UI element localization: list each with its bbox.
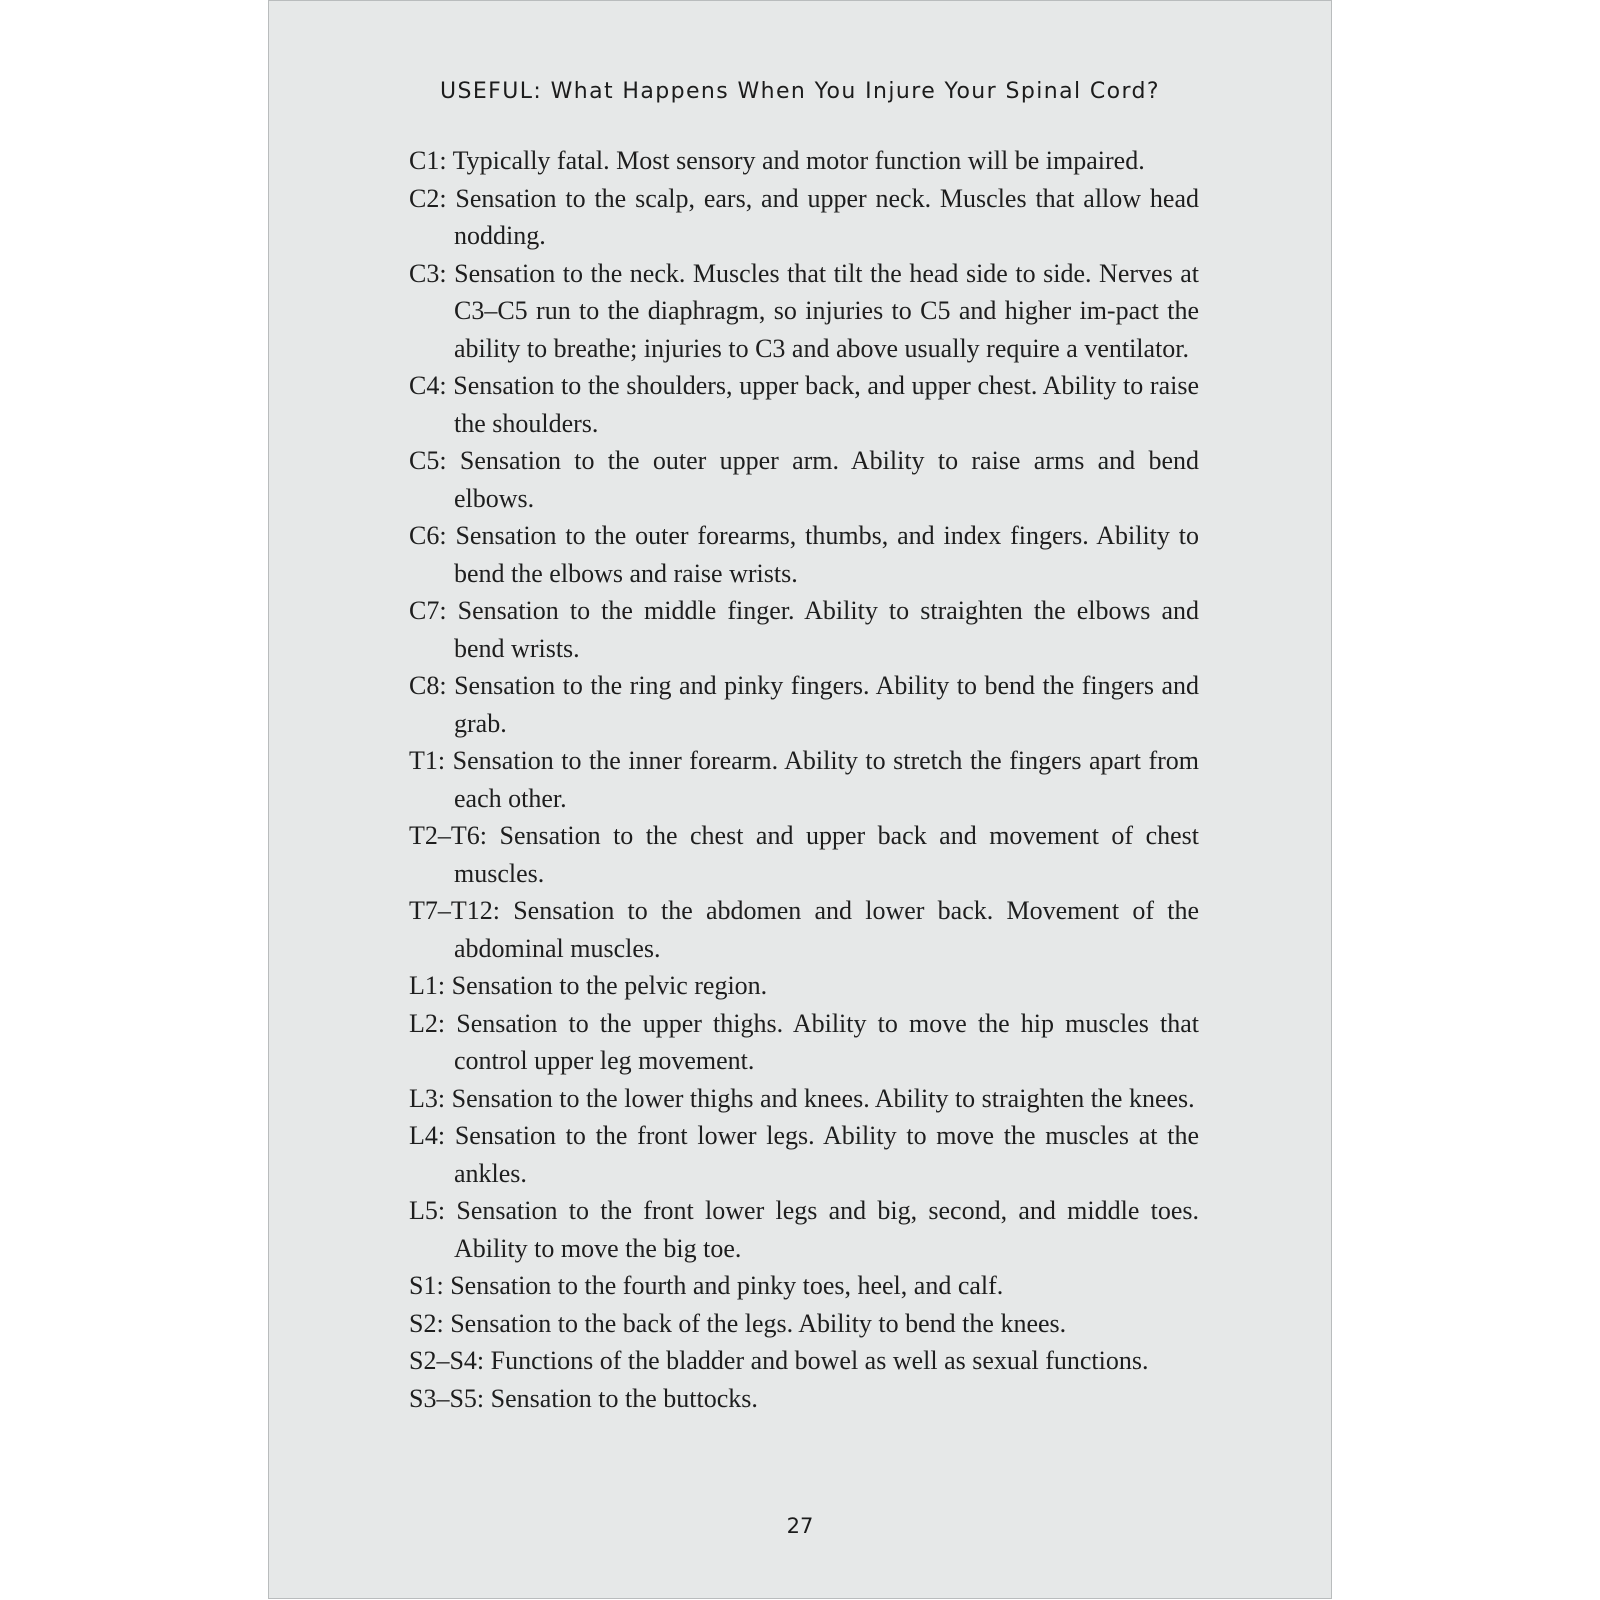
list-item: C1: Typically fatal. Most sensory and motor function will be impaired. [409, 146, 1145, 175]
entry-level: C2 [409, 183, 440, 213]
entry-level: C8 [409, 671, 440, 700]
list-item: C6: Sensation to the outer forearms, thumbs, and index fingers. Ability to bend the elbows and raise wrists. [409, 521, 1199, 588]
list-item: L2: Sensation to the upper thighs. Ability to move the hip muscles that control upper leg movement. [409, 1008, 1199, 1075]
entry-text: Sensation to the front lower legs and big, second, and middle toes. Ability to move the big toe. [454, 1196, 1199, 1263]
list-item: S2–S4: Functions of the bladder and bowel as well as sexual functions. [409, 1346, 1149, 1375]
entry-text: Sensation to the chest and upper back and movement of chest muscles. [454, 821, 1199, 888]
list-item: C8: Sensation to the ring and pinky fingers. Ability to bend the fingers and grab. [409, 671, 1199, 738]
entry-level: C3 [409, 258, 440, 288]
entry-text: Sensation to the back of the legs. Ability to bend the knees. [450, 1308, 1067, 1338]
entry-level: S1 [409, 1271, 437, 1300]
spinal-level-list [409, 142, 1199, 1417]
entry-text: Sensation to the fourth and pinky toes, heel, and calf. [450, 1271, 1004, 1300]
entry-text: Sensation to the buttocks. [490, 1383, 758, 1413]
entry-level: C4 [409, 371, 440, 400]
list-item: T1: Sensation to the inner forearm. Ability to stretch the fingers apart from each other. [409, 746, 1199, 813]
entry-text: Sensation to the scalp, ears, and upper neck. Muscles that allow head nodding. [454, 183, 1199, 250]
entry-text: Sensation to the lower thighs and knees. Ability to straighten the knees. [451, 1083, 1195, 1113]
entry-level: S2 [409, 1308, 437, 1338]
entry-text: Sensation to the inner forearm. Ability to stretch the fingers apart from each other. [452, 746, 1199, 813]
list-item: C3: Sensation to the neck. Muscles that tilt the head side to side. Nerves at C3–C5 run to the diaphragm, so injuries to C5 and higher im-pact the ability to breathe; injuries to C3 and above usually require a ventilator. [409, 258, 1199, 363]
entry-text: Sensation to the front lower legs. Ability to move the muscles at the ankles. [454, 1121, 1199, 1188]
entry-level: C7 [409, 596, 440, 625]
entry-level: C6 [409, 521, 440, 550]
entry-text: Sensation to the pelvic region. [451, 971, 768, 1000]
entry-text: Sensation to the outer forearms, thumbs, and index fingers. Ability to bend the elbows and raise wrists. [454, 521, 1199, 588]
list-item: T2–T6: Sensation to the chest and upper back and movement of chest muscles. [409, 821, 1199, 888]
list-item: C5: Sensation to the outer upper arm. Ability to raise arms and bend elbows. [409, 446, 1199, 513]
list-item: S2: Sensation to the back of the legs. Ability to bend the knees. [409, 1308, 1067, 1338]
entry-level: S3–S5 [409, 1383, 477, 1413]
entry-text: Sensation to the neck. Muscles that tilt the head side to side. Nerves at C3–C5 run to the diaphragm, so injuries to C5 and higher im-pact the ability to breathe; injuries to C3 and above usually require a ventilator. [454, 258, 1199, 363]
list-item: L4: Sensation to the front lower legs. Ability to move the muscles at the ankles. [409, 1121, 1199, 1188]
list-item: L3: Sensation to the lower thighs and knees. Ability to straighten the knees. [409, 1083, 1195, 1113]
entry-level: L2 [409, 1008, 438, 1038]
list-item: S1: Sensation to the fourth and pinky toes, heel, and calf. [409, 1271, 1004, 1300]
entry-text: Sensation to the abdomen and lower back. Movement of the abdominal muscles. [454, 896, 1199, 963]
list-item: C2: Sensation to the scalp, ears, and upper neck. Muscles that allow head nodding. [409, 183, 1199, 250]
entry-text: Sensation to the outer upper arm. Ability to raise arms and bend elbows. [454, 446, 1199, 513]
entry-text: Sensation to the middle finger. Ability to straighten the elbows and bend wrists. [454, 596, 1199, 663]
entry-level: S2–S4 [409, 1346, 477, 1375]
entry-text: Sensation to the upper thighs. Ability to move the hip muscles that control upper leg movement. [454, 1008, 1199, 1075]
entry-level: L3 [409, 1083, 438, 1113]
list-item: C4: Sensation to the shoulders, upper back, and upper chest. Ability to raise the shoulders. [409, 371, 1199, 438]
list-item: S3–S5: Sensation to the buttocks. [409, 1383, 758, 1413]
list-item: T7–T12: Sensation to the abdomen and lower back. Movement of the abdominal muscles. [409, 896, 1199, 963]
entry-text: Sensation to the ring and pinky fingers. Ability to bend the fingers and grab. [454, 671, 1199, 738]
book-page [268, 0, 1332, 1599]
entry-text: Typically fatal. Most sensory and motor function will be impaired. [452, 146, 1145, 175]
entry-level: C1 [409, 146, 440, 175]
entry-level: L1 [409, 971, 438, 1000]
entry-level: T2–T6 [409, 821, 480, 850]
entry-text: Functions of the bladder and bowel as well as sexual functions. [490, 1346, 1149, 1375]
entry-level: T1 [409, 746, 438, 775]
list-item: L1: Sensation to the pelvic region. [409, 971, 768, 1000]
entry-text: Sensation to the shoulders, upper back, and upper chest. Ability to raise the shoulders. [453, 371, 1199, 438]
entry-level: L5 [409, 1196, 438, 1225]
list-item: C7: Sensation to the middle finger. Ability to straighten the elbows and bend wrists. [409, 596, 1199, 663]
entry-level: T7–T12 [409, 896, 493, 925]
entry-level: L4 [409, 1121, 438, 1150]
entry-level: C5 [409, 446, 440, 475]
section-heading: USEFUL: What Happens When You Injure Your Spinal Cord? [440, 79, 1160, 104]
page-number: 27 [786, 1514, 814, 1538]
list-item: L5: Sensation to the front lower legs and big, second, and middle toes. Ability to move the big toe. [409, 1196, 1199, 1263]
